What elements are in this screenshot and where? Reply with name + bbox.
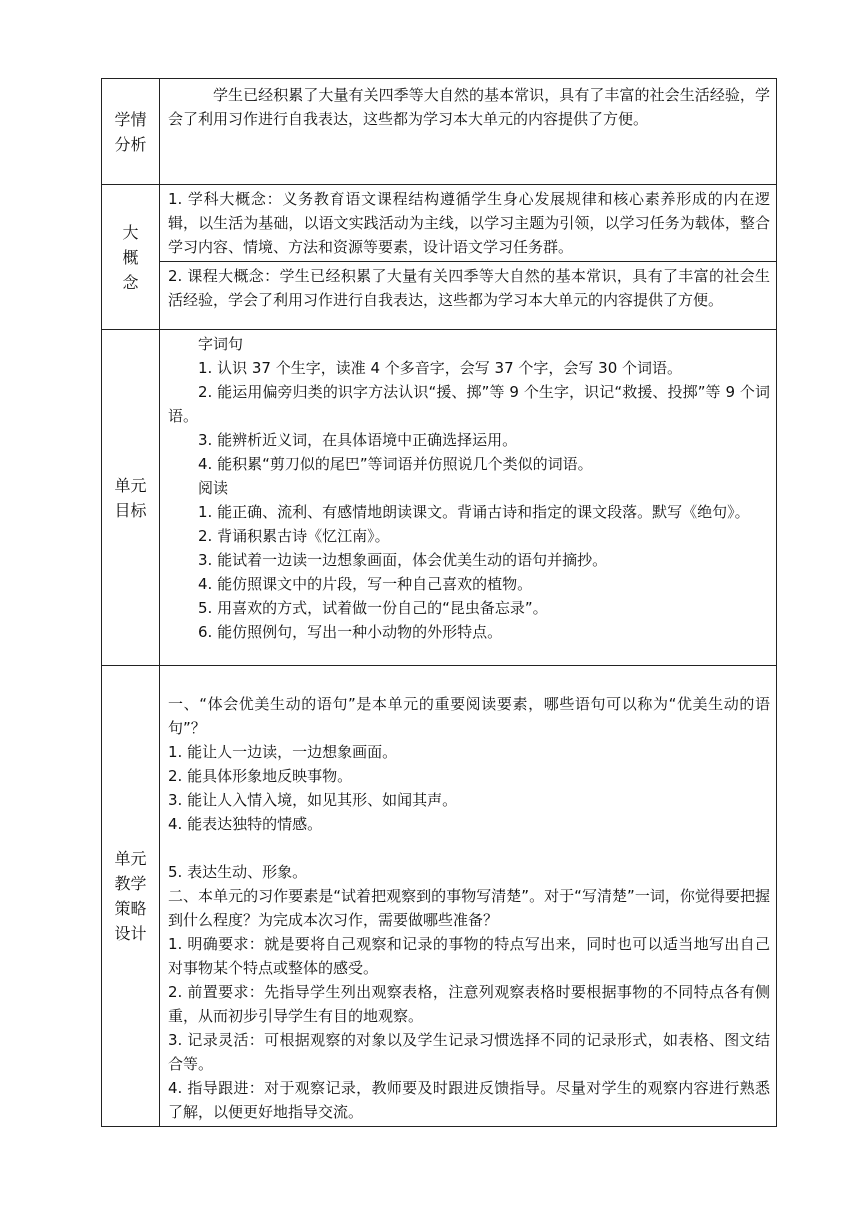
unit-goals-label bbox=[102, 330, 160, 666]
unit-goals-label-line2: 目标 bbox=[114, 500, 147, 520]
big-concept-label-line2: 概 bbox=[122, 247, 139, 267]
situation-paragraph: 学生已经积累了大量有关四季等大自然的基本常识，具有了丰富的社会生活经验，学会了利用习作进行自我表达，这些都为学习本大单元的内容提供了方便。 bbox=[168, 86, 770, 128]
strategy-content bbox=[160, 666, 777, 1127]
strategy-row bbox=[102, 666, 777, 1127]
strategy-part1-item-5: 5. 表达生动、形象。 bbox=[168, 863, 308, 881]
strategy-label-line2: 教学 bbox=[114, 874, 147, 893]
strategy-label bbox=[102, 666, 160, 1127]
big-concept-subject: 1. 学科大概念：义务教育语文课程结构遵循学生身心发展规律和核心素养形成的内在逻辑，以生活为基础，以语文实践活动为主线，以学习主题为引领，以学习任务为载体，整合学习内容、情境、方法和资源等要素，设计语文学习任务群。 bbox=[168, 190, 770, 256]
strategy-part1-item-2: 2. 能具体形象地反映事物。 bbox=[168, 767, 353, 785]
big-concept-part2 bbox=[160, 262, 777, 330]
strategy-label-line1: 单元 bbox=[114, 849, 147, 868]
strategy-part2-item-3: 3. 记录灵活：可根据观察的对象以及学生记录习惯选择不同的记录形式，如表格、图文结合等。 bbox=[168, 1031, 770, 1073]
situation-label bbox=[102, 79, 160, 185]
situation-label-line2: 分析 bbox=[114, 134, 147, 154]
big-concept-label-line3: 念 bbox=[122, 272, 139, 292]
goals-section-words-title: 字词句 bbox=[198, 335, 244, 353]
big-concept-part1 bbox=[160, 185, 777, 262]
strategy-part1-intro: 一、“体会优美生动的语句”是本单元的重要阅读要素，哪些语句可以称为“优美生动的语句”？ bbox=[168, 695, 770, 737]
unit-goals-label-line1: 单元 bbox=[114, 475, 147, 495]
situation-label-line1: 学情 bbox=[114, 109, 147, 129]
goals-reading-item-6: 6. 能仿照例句，写出一种小动物的外形特点。 bbox=[198, 623, 503, 641]
goals-section-reading-title: 阅读 bbox=[198, 479, 229, 497]
big-concept-label-line1: 大 bbox=[122, 222, 139, 242]
goals-words-item-1: 1. 认识 37 个生字，读准 4 个多音字，会写 37 个字，会写 30 个词语。 bbox=[198, 359, 683, 377]
goals-reading-item-4: 4. 能仿照课文中的片段，写一种自己喜欢的植物。 bbox=[198, 575, 533, 593]
strategy-part1-item-3: 3. 能让人入情入境，如见其形、如闻其声。 bbox=[168, 791, 458, 809]
strategy-label-line3: 策略 bbox=[114, 899, 147, 918]
situation-content bbox=[160, 79, 777, 185]
goals-words-item-4: 4. 能积累“剪刀似的尾巴”等词语并仿照说几个类似的词语。 bbox=[198, 455, 593, 473]
strategy-part1-item-1: 1. 能让人一边读，一边想象画面。 bbox=[168, 743, 398, 761]
goals-reading-item-3: 3. 能试着一边读一边想象画面，体会优美生动的语句并摘抄。 bbox=[198, 551, 608, 569]
goals-words-item-3: 3. 能辨析近义词，在具体语境中正确选择运用。 bbox=[198, 431, 518, 449]
unit-goals-row bbox=[102, 330, 777, 666]
strategy-part2-item-4: 4. 指导跟进：对于观察记录，教师要及时跟进反馈指导。尽量对学生的观察内容进行熟悉了解，以便更好地指导交流。 bbox=[168, 1079, 770, 1121]
unit-goals-content bbox=[160, 330, 777, 666]
strategy-part1-item-4: 4. 能表达独特的情感。 bbox=[168, 815, 323, 833]
big-concept-label bbox=[102, 185, 160, 330]
lesson-plan-table bbox=[101, 78, 777, 1127]
strategy-part2-item-2: 2. 前置要求：先指导学生列出观察表格，注意列观察表格时要根据事物的不同特点各有侧重，从而初步引导学生有目的地观察。 bbox=[168, 983, 770, 1025]
situation-row bbox=[102, 79, 777, 185]
big-concept-course: 2. 课程大概念：学生已经积累了大量有关四季等大自然的基本常识，具有了丰富的社会生活经验，学会了利用习作进行自我表达，这些都为学习本大单元的内容提供了方便。 bbox=[168, 267, 770, 309]
big-concept-row-2 bbox=[102, 262, 777, 330]
strategy-label-line4: 设计 bbox=[114, 924, 147, 943]
goals-words-item-2: 2. 能运用偏旁归类的识字方法认识“援、掷”等 9 个生字，识记“救援、投掷”等 9 个词语。 bbox=[168, 383, 770, 425]
goals-reading-item-2: 2. 背诵积累古诗《忆江南》。 bbox=[198, 527, 390, 545]
goals-reading-item-5: 5. 用喜欢的方式，试着做一份自己的“昆虫备忘录”。 bbox=[198, 599, 548, 617]
strategy-part2-item-1: 1. 明确要求：就是要将自己观察和记录的事物的特点写出来，同时也可以适当地写出自己对事物某个特点或整体的感受。 bbox=[168, 935, 770, 977]
strategy-part2-intro: 二、本单元的习作要素是“试着把观察到的事物写清楚”。对于“写清楚”一词，你觉得要把握到什么程度？为完成本次习作，需要做哪些准备？ bbox=[168, 887, 770, 929]
strategy-spacer bbox=[168, 836, 770, 860]
goals-reading-item-1: 1. 能正确、流利、有感情地朗读课文。背诵古诗和指定的课文段落。默写《绝句》。 bbox=[198, 503, 750, 521]
big-concept-row-1 bbox=[102, 185, 777, 262]
